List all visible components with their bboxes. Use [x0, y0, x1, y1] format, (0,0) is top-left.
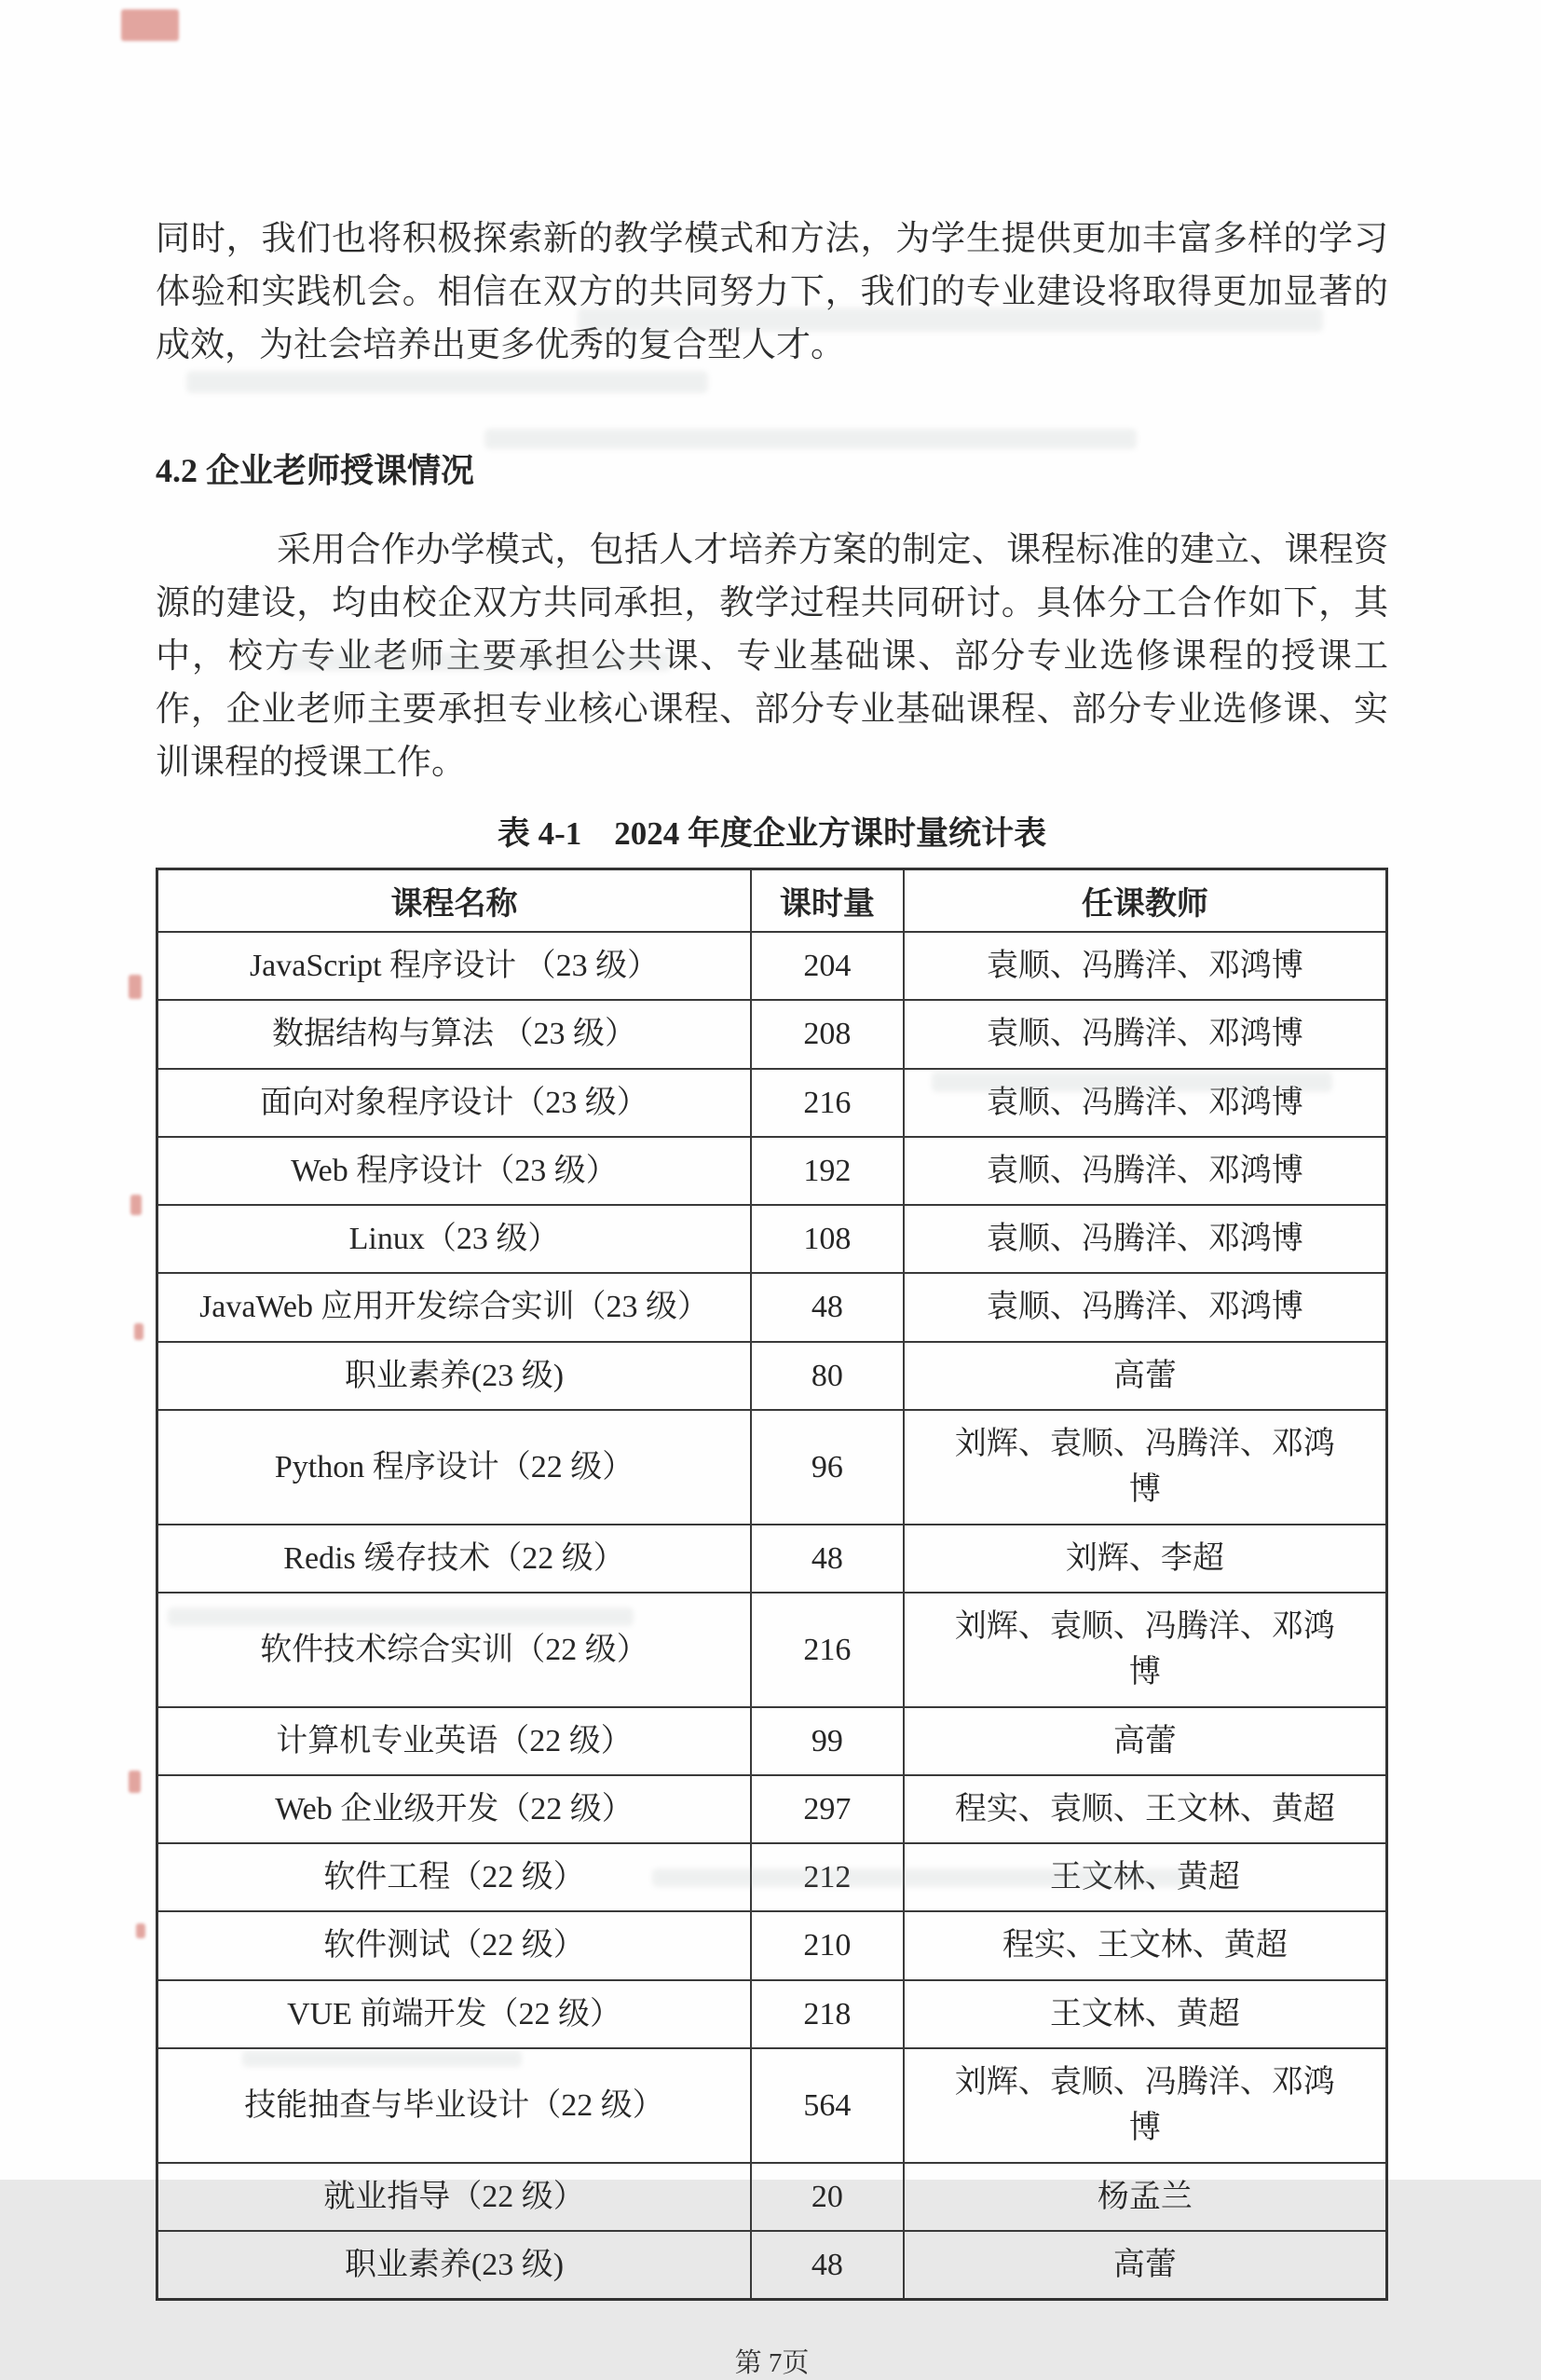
column-header-0: 课程名称 — [157, 869, 752, 933]
table-row — [157, 1980, 1387, 2048]
hours-cell: 96 — [751, 1410, 904, 1525]
course-name-cell: JavaScript 程序设计 （23 级） — [157, 932, 752, 1000]
section-heading-4-2: 4.2 企业老师授课情况 — [156, 452, 475, 489]
table-row — [157, 1069, 1387, 1137]
teachers-cell: 袁顺、冯腾洋、邓鸿博 — [904, 932, 1387, 1000]
column-header-2: 任课教师 — [904, 869, 1387, 933]
course-name-cell: 就业指导（22 级） — [157, 2163, 752, 2231]
hours-cell: 48 — [751, 1273, 904, 1341]
hours-cell: 192 — [751, 1137, 904, 1205]
hours-cell: 216 — [751, 1593, 904, 1707]
course-name-cell: JavaWeb 应用开发综合实训（23 级） — [157, 1273, 752, 1341]
column-header-1: 课时量 — [751, 869, 904, 933]
course-name-cell: Python 程序设计（22 级） — [157, 1410, 752, 1525]
teachers-cell: 袁顺、冯腾洋、邓鸿博 — [904, 1137, 1387, 1205]
teachers-cell: 袁顺、冯腾洋、邓鸿博 — [904, 1273, 1387, 1341]
table-row — [157, 1000, 1387, 1068]
scan-artifact-red — [129, 975, 142, 999]
table-row — [157, 1843, 1387, 1911]
hours-cell: 108 — [751, 1205, 904, 1273]
hours-cell: 218 — [751, 1980, 904, 2048]
course-name-cell: 软件技术综合实训（22 级） — [157, 1593, 752, 1707]
scan-artifact-red — [121, 9, 179, 41]
table-row — [157, 1273, 1387, 1341]
course-name-cell: VUE 前端开发（22 级） — [157, 1980, 752, 2048]
hours-cell: 212 — [751, 1843, 904, 1911]
table-head — [157, 869, 1387, 933]
teachers-cell: 王文林、黄超 — [904, 1980, 1387, 2048]
course-name-cell: Web 企业级开发（22 级） — [157, 1775, 752, 1843]
table-row — [157, 932, 1387, 1000]
paragraph-2: 采用合作办学模式，包括人才培养方案的制定、课程标准的建立、课程资源的建设，均由校企双方共同承担，教学过程共同研讨。具体分工合作如下，其中，校方专业老师主要承担公共课、专业基础课、部分专业选修课程的授课工作，企业老师主要承担专业核心课程、部分专业基础课程、部分专业选修课、实训课程的授课工作。 — [156, 531, 1388, 782]
table-row — [157, 1593, 1387, 1707]
teachers-cell: 王文林、黄超 — [904, 1843, 1387, 1911]
course-name-cell: 职业素养(23 级) — [157, 2231, 752, 2300]
course-name-cell: Web 程序设计（23 级） — [157, 1137, 752, 1205]
table-body — [157, 932, 1387, 2300]
table-header-row — [157, 869, 1387, 933]
teachers-cell: 刘辉、袁顺、冯腾洋、邓鸿博 — [904, 1410, 1387, 1525]
teachers-cell: 高蕾 — [904, 1707, 1387, 1775]
teachers-cell: 袁顺、冯腾洋、邓鸿博 — [904, 1069, 1387, 1137]
teachers-cell: 杨孟兰 — [904, 2163, 1387, 2231]
teachers-cell: 高蕾 — [904, 1342, 1387, 1410]
table-row — [157, 1775, 1387, 1843]
teachers-cell: 刘辉、李超 — [904, 1525, 1387, 1593]
table-row — [157, 1137, 1387, 1205]
table-row — [157, 1707, 1387, 1775]
page-number: 第 7页 — [734, 2348, 810, 2379]
table-row — [157, 2163, 1387, 2231]
teachers-cell: 刘辉、袁顺、冯腾洋、邓鸿博 — [904, 1593, 1387, 1707]
hours-cell: 99 — [751, 1707, 904, 1775]
teachers-cell: 程实、袁顺、王文林、黄超 — [904, 1775, 1387, 1843]
course-name-cell: 职业素养(23 级) — [157, 1342, 752, 1410]
scan-artifact-red — [130, 1195, 142, 1215]
course-name-cell: Redis 缓存技术（22 级） — [157, 1525, 752, 1593]
scan-artifact-red — [136, 1923, 145, 1938]
course-name-cell: 软件工程（22 级） — [157, 1843, 752, 1911]
course-name-cell: 面向对象程序设计（23 级） — [157, 1069, 752, 1137]
course-name-cell: 数据结构与算法 （23 级） — [157, 1000, 752, 1068]
table-row — [157, 1342, 1387, 1410]
table-row — [157, 1410, 1387, 1525]
table-row — [157, 1911, 1387, 1979]
hours-cell: 80 — [751, 1342, 904, 1410]
teachers-cell: 高蕾 — [904, 2231, 1387, 2300]
scan-artifact-red — [129, 1771, 141, 1793]
table-row — [157, 1205, 1387, 1273]
course-name-cell: Linux（23 级） — [157, 1205, 752, 1273]
hours-cell: 204 — [751, 932, 904, 1000]
paragraph-1: 同时，我们也将积极探索新的教学模式和方法，为学生提供更加丰富多样的学习体验和实践机会。相信在双方的共同努力下，我们的专业建设将取得更加显著的成效，为社会培养出更多优秀的复合型人才。 — [156, 220, 1388, 364]
hours-cell: 48 — [751, 1525, 904, 1593]
hours-cell: 297 — [751, 1775, 904, 1843]
teachers-cell: 程实、王文林、黄超 — [904, 1911, 1387, 1979]
table-row — [157, 2231, 1387, 2300]
table-row — [157, 2048, 1387, 2163]
teachers-cell: 袁顺、冯腾洋、邓鸿博 — [904, 1205, 1387, 1273]
course-name-cell: 计算机专业英语（22 级） — [157, 1707, 752, 1775]
scan-bleed-ghost — [186, 371, 708, 393]
hours-cell: 20 — [751, 2163, 904, 2231]
course-name-cell: 技能抽查与毕业设计（22 级） — [157, 2048, 752, 2163]
hours-cell: 216 — [751, 1069, 904, 1137]
teachers-cell: 袁顺、冯腾洋、邓鸿博 — [904, 1000, 1387, 1068]
course-hours-table — [156, 868, 1388, 2301]
table-row — [157, 1525, 1387, 1593]
table-caption: 表 4-1 2024 年度企业方课时量统计表 — [497, 815, 1047, 852]
hours-cell: 208 — [751, 1000, 904, 1068]
hours-cell: 48 — [751, 2231, 904, 2300]
scan-artifact-red — [134, 1323, 143, 1340]
hours-cell: 210 — [751, 1911, 904, 1979]
course-name-cell: 软件测试（22 级） — [157, 1911, 752, 1979]
teachers-cell: 刘辉、袁顺、冯腾洋、邓鸿博 — [904, 2048, 1387, 2163]
hours-cell: 564 — [751, 2048, 904, 2163]
